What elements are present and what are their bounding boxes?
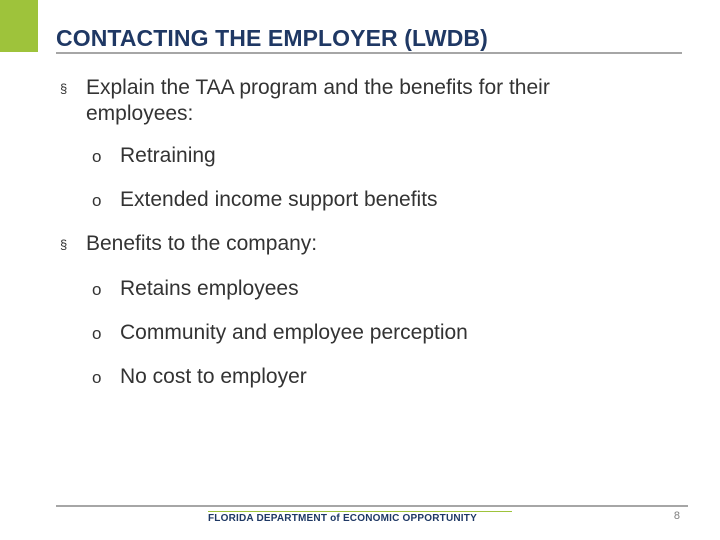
sub-bullet-text: Retains employees: [120, 277, 299, 300]
sub-bullet-text: Community and employee perception: [120, 321, 468, 344]
sub-bullet-marker-icon: o: [92, 368, 102, 387]
sub-list-item: [92, 276, 299, 303]
sub-bullet-marker-icon: o: [92, 147, 102, 166]
bullet-text: Benefits to the company:: [86, 232, 318, 255]
sub-bullet-text: Retraining: [120, 144, 216, 167]
footer-logo-underline: [208, 511, 512, 512]
sub-list-item: [92, 364, 307, 391]
title-divider: [56, 52, 682, 54]
sub-list-item: [92, 143, 216, 170]
sub-bullet-text: Extended income support benefits: [120, 188, 438, 211]
sub-bullet-marker-icon: o: [92, 191, 102, 210]
sub-bullet-marker-icon: o: [92, 280, 102, 299]
sub-list-item: [92, 320, 468, 347]
bullet-item: [60, 75, 660, 127]
bullet-item: [60, 231, 660, 257]
bullet-text: Explain the TAA program and the benefits for their employees:: [86, 76, 550, 125]
slide-title: CONTACTING THE EMPLOYER (LWDB): [56, 25, 488, 51]
footer-divider: [56, 505, 688, 507]
bullet-marker-icon: §: [60, 237, 68, 252]
sub-bullet-marker-icon: o: [92, 324, 102, 343]
sub-bullet-text: No cost to employer: [120, 365, 307, 388]
page-number: 8: [673, 510, 680, 522]
accent-bar: [0, 0, 38, 52]
bullet-marker-icon: §: [60, 81, 68, 96]
agency-logo: FLORIDA DEPARTMENT of ECONOMIC OPPORTUNITY: [208, 513, 477, 524]
sub-list-item: [92, 187, 438, 214]
